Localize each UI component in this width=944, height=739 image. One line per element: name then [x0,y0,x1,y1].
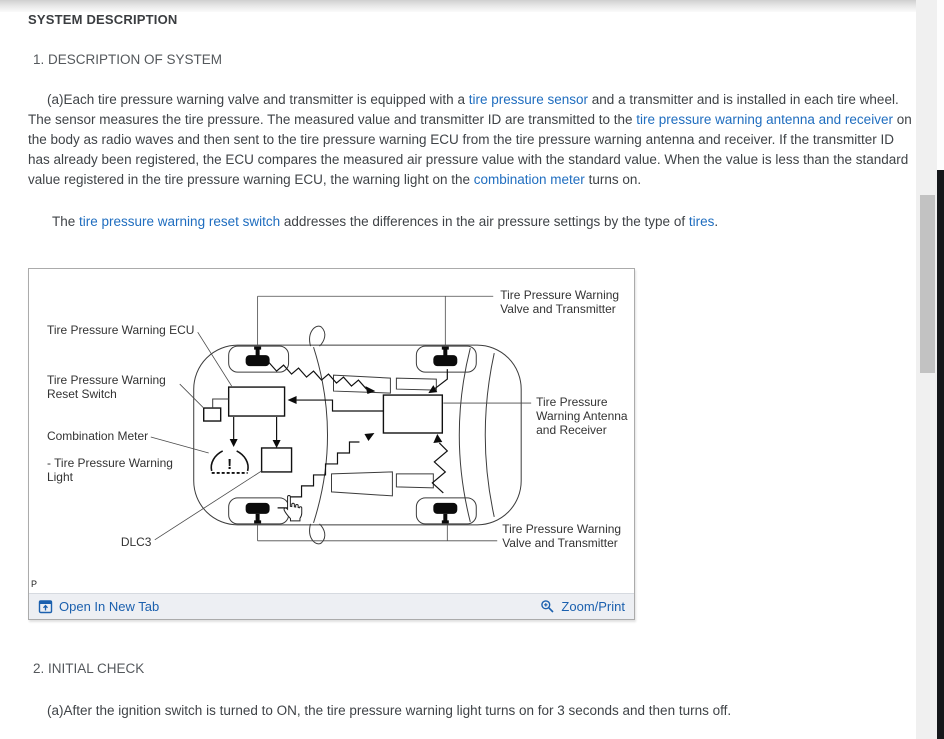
zoom-magnifier-icon [540,599,555,614]
page-title: SYSTEM DESCRIPTION [28,12,178,27]
inline-link[interactable]: tires [688,214,715,229]
paragraph-initial-check: (a)After the ignition switch is turned to ON, the tire pressure warning light turns on for 3 seconds and then turns off. [47,703,732,718]
ecu-output-arrows [230,417,281,448]
top-shadow-bar [0,0,921,12]
right-edge-dark-bar [937,170,944,739]
svg-text:and Receiver: and Receiver [536,422,607,437]
antenna-to-ecu-arrow [288,396,384,411]
paragraph-system-description: (a)Each tire pressure warning valve and transmitter is equipped with a tire pressure sensor and a transmitter and is installed in each tire wheel. The sensor measures the tire pressure. The measured value and transmitter ID are transmitted to the tire pressure warning antenna and receiver on the body as radio waves and then sent to the tire pressure warning ECU from the tire pressure warning antenna and receiver. If the transmitter ID has already been registered, the ECU compares the measured air pressure value with the standard value. When the value is less than the standard value registered in the tire pressure warning ECU, the warning light on the combination meter turns on. [28,92,912,187]
system-diagram-image[interactable] [29,269,634,593]
section-heading-initial-check: 2. INITIAL CHECK [33,661,145,676]
scrollbar-thumb[interactable] [920,195,935,373]
reset-switch-wire [213,399,229,408]
ecu-box [229,387,285,416]
label-ecu: Tire Pressure Warning ECU [46,323,195,338]
label-reset-switch: Tire Pressure Warning [46,373,166,388]
label-valve-transmitter-bottom: Tire Pressure Warning [502,521,622,536]
dlc3-box [262,448,292,472]
inline-link[interactable]: tire pressure warning reset switch [79,214,281,229]
svg-text:!: ! [227,455,233,473]
svg-text:Valve and Transmitter: Valve and Transmitter [502,535,618,550]
car-outline [194,326,521,544]
label-warning-light: - Tire Pressure Warning [46,455,173,470]
cursor-pointer-icon [284,496,302,521]
label-combination-meter: Combination Meter [46,428,149,443]
system-diagram-figure [28,268,635,620]
inline-link[interactable]: tire pressure sensor [468,92,589,107]
open-in-new-tab-button[interactable]: Open In New Tab [38,599,159,614]
figure-action-bar [29,593,634,619]
open-in-new-tab-icon [38,599,53,614]
svg-text:Warning Antenna: Warning Antenna [536,409,628,424]
label-dlc3: DLC3 [120,534,152,549]
radio-wave-rear-right [432,434,447,493]
section-heading-description-of-system: 1. DESCRIPTION OF SYSTEM [33,52,223,67]
tire-pressure-warning-light-icon [211,451,248,473]
label-antenna-receiver: Tire Pressure [536,395,608,410]
valve-transmitter-icon-front-right [433,347,457,366]
zoom-print-button[interactable]: Zoom/Print [540,599,625,614]
svg-text:Light: Light [46,469,73,484]
radio-wave-front-right [428,369,447,393]
svg-text:Valve and Transmitter: Valve and Transmitter [500,302,616,317]
valve-transmitter-icon-front-left [246,347,270,366]
wheel-wells [229,346,477,524]
valve-transmitter-icon-rear-right [433,503,457,523]
svg-text:Reset Switch: Reset Switch [46,387,117,402]
antenna-receiver-box [383,395,442,433]
reset-switch-box [204,408,221,421]
valve-transmitter-icon-rear-left [246,503,270,523]
inline-link[interactable]: combination meter [473,172,585,187]
right-edge-spacer [937,0,944,170]
inline-link[interactable]: tire pressure warning antenna and receiver [636,112,893,127]
label-valve-transmitter-top: Tire Pressure Warning [500,288,620,303]
figure-p-mark: P [31,579,38,589]
paragraph-reset-switch: The tire pressure warning reset switch addresses the differences in the air pressure settings by the type of tires. [52,214,719,229]
